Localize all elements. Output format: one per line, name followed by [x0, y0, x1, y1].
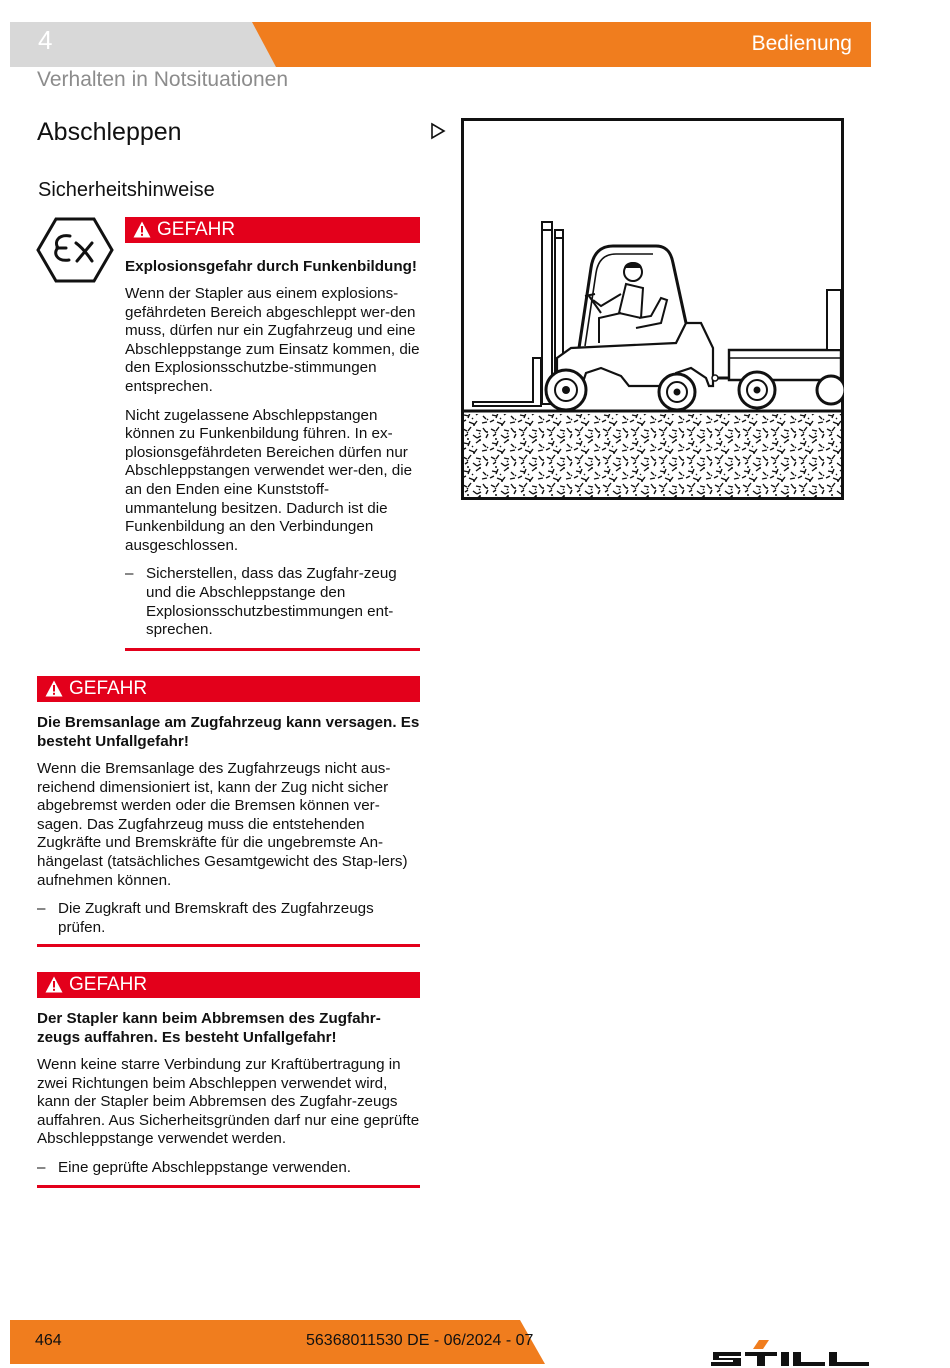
danger-label: GEFAHR	[157, 219, 236, 240]
danger-end-rule	[37, 1185, 420, 1188]
header-shape	[10, 22, 871, 67]
danger-end-rule	[125, 648, 420, 651]
page-number: 464	[35, 1332, 62, 1349]
danger-label: GEFAHR	[69, 974, 148, 995]
action-item	[125, 565, 421, 639]
danger-paragraph: Nicht zugelassene Abschleppstangen können zu Funkenbildung führen. In ex-plosionsgefährdeten Bereichen dürfen nur Abschleppstangen verwendet wer-den, die an den Enden eine Kunststoff-ummantelung besitzen. Dadurch ist die Funkenbildung an den Verbindungen ausgeschlossen.	[125, 406, 413, 554]
continue-arrow-icon	[430, 122, 446, 140]
chapter-title: Bedienung	[751, 32, 852, 55]
action-item	[37, 900, 421, 937]
dash-bullet: –	[125, 565, 134, 583]
document-id: 56368011530 DE - 06/2024 - 07	[306, 1332, 534, 1349]
warning-triangle-icon	[45, 976, 63, 993]
action-text: Sicherstellen, dass das Zugfahr-zeug und die Abschleppstange den Explosionsschutzbestimmungen ent-sprechen.	[146, 565, 397, 639]
danger-heading: Explosionsgefahr durch Funkenbildung!	[125, 258, 417, 275]
danger-paragraph: Wenn die Bremsanlage des Zugfahrzeugs nicht aus-reichend dimensioniert ist, kann der Zug nicht sicher abgebremst werden oder die Bremsen können ver-sagen. Das Zugfahrzeug muss die entstehenden Zugkräfte und Bremskräfte für die ungebremste An-hängelast (tatsächliches Gesamtgewicht des Stap-lers) aufnehmen können.	[37, 760, 408, 889]
danger-paragraph: Wenn der Stapler aus einem explosions-gefährdeten Bereich abgeschleppt wer-den muss, dürfen nur ein Zugfahrzeug und eine Abschleppstange zum Einsatz kommen, die den Explosionsschutzbe-stimmungen entsprechen.	[125, 285, 420, 395]
danger-body	[125, 285, 421, 640]
page-title: Abschleppen	[37, 118, 182, 146]
header-band	[10, 22, 871, 67]
danger-paragraph: Wenn keine starre Verbindung zur Kraftübertragung in zwei Richtungen beim Abschleppen verwendet wird, kann der Stapler beim Abbremsen des Zugfahr-zeugs auffahren. Aus Sicherheitsgründen darf nur eine geprüfte Abschleppstange verwendet werden.	[37, 1056, 420, 1148]
danger-label: GEFAHR	[69, 678, 148, 699]
danger-body	[37, 1056, 421, 1178]
still-logo	[711, 1340, 871, 1366]
action-item	[37, 1159, 421, 1178]
chapter-number: 4	[38, 25, 53, 55]
danger-bar	[125, 217, 420, 243]
warning-triangle-icon	[45, 680, 63, 697]
action-text: Die Zugkraft und Bremskraft des Zugfahrzeugs prüfen.	[58, 900, 374, 936]
danger-bar	[37, 972, 420, 998]
danger-body	[37, 760, 421, 937]
subsection-title: Sicherheitshinweise	[38, 179, 215, 201]
dash-bullet: –	[37, 900, 46, 918]
action-text: Eine geprüfte Abschleppstange verwenden.	[58, 1158, 351, 1176]
danger-end-rule	[37, 944, 420, 947]
dash-bullet: –	[37, 1158, 46, 1176]
towing-forklift-illustration	[461, 118, 844, 500]
warning-triangle-icon	[133, 221, 151, 238]
ex-explosion-protection-icon	[36, 216, 114, 284]
section-title: Verhalten in Notsituationen	[37, 68, 289, 91]
danger-bar	[37, 676, 420, 702]
danger-heading: Die Bremsanlage am Zugfahrzeug kann versagen. Es besteht Unfallgefahr!	[37, 714, 420, 750]
danger-heading: Der Stapler kann beim Abbremsen des Zugfahr-zeugs auffahren. Es besteht Unfallgefahr!	[37, 1010, 381, 1046]
